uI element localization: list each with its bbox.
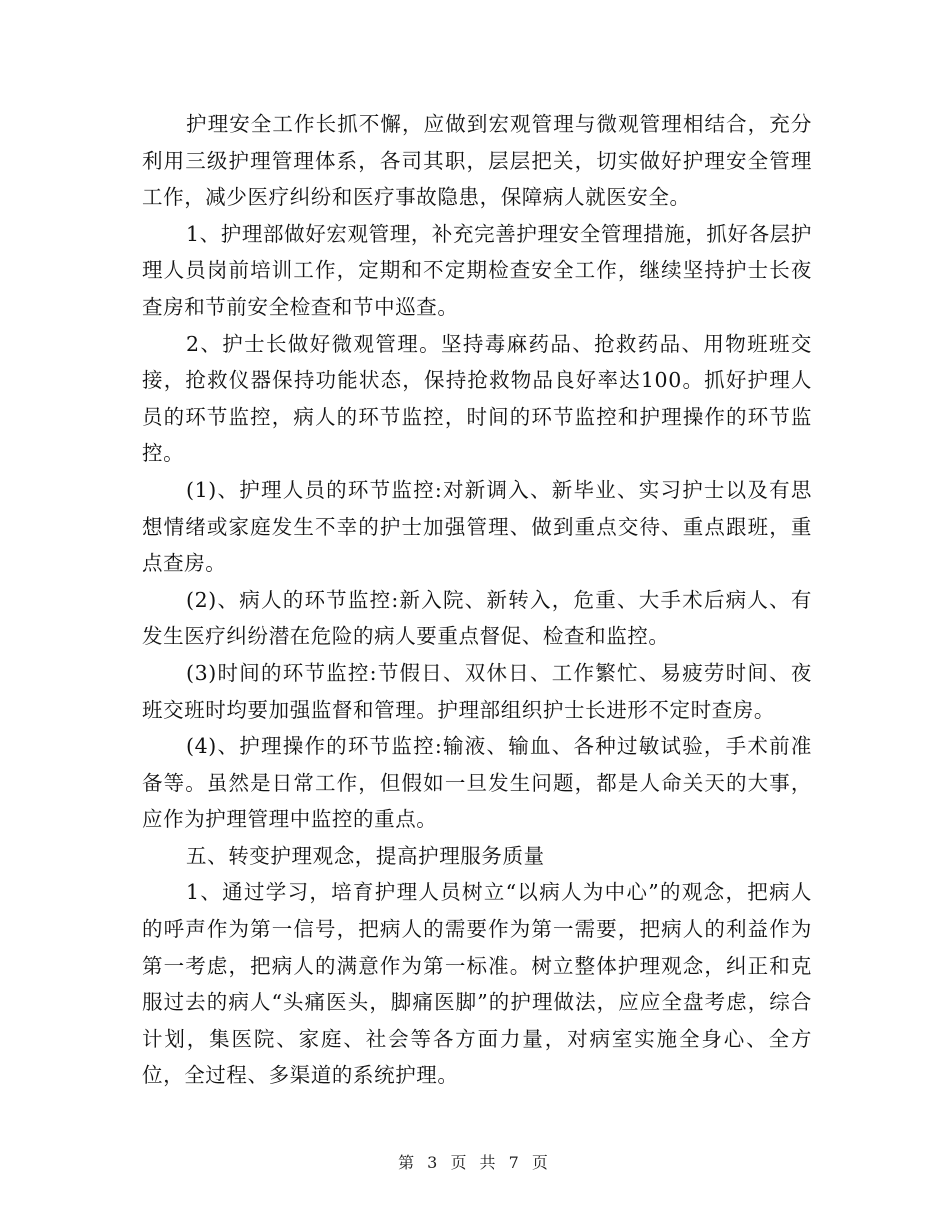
paragraph-subitem-3: (3)时间的环节监控:节假日、双休日、工作繁忙、易疲劳时间、夜班交班时均要加强监督和管理。护理部组织护士长进形不定时查房。 [142, 660, 812, 722]
paragraph-subitem-4: (4)、护理操作的环节监控:输液、输血、各种过敏试验，手术前准备等。虽然是日常工作，但假如一旦发生问题，都是人命关天的大事，应作为护理管理中监控的重点。 [142, 734, 812, 832]
paragraph-section5-item-1: 1、通过学习，培育护理人员树立“以病人为中心”的观念，把病人的呼声作为第一信号，把病人的需要作为第一需要，把病人的利益作为第一考虑，把病人的满意作为第一标准。树立整体护理观念，纠正和克服过去的病人“头痛医头，脚痛医脚”的护理做法，应应全盘考虑，综合计划，集医院、家庭、社会等各方面力量，对病室实施全身心、全方位，全过程、多渠道的系统护理。 [142, 880, 812, 1088]
footer-prefix: 第 [398, 1153, 419, 1172]
footer-total-pages: 7 [508, 1153, 523, 1172]
page-footer [0, 1150, 950, 1173]
paragraph-subitem-2: (2)、病人的环节监控:新入院、新转入，危重、大手术后病人、有发生医疗纠纷潜在危险的病人要重点督促、检查和监控。 [142, 587, 812, 649]
paragraph-item-1: 1、护理部做好宏观管理，补充完善护理安全管理措施，抓好各层护理人员岗前培训工作，定期和不定期检查安全工作，继续坚持护士长夜查房和节前安全检查和节中巡查。 [142, 221, 812, 319]
paragraph-item-2: 2、护士长做好微观管理。坚持毒麻药品、抢救药品、用物班班交接，抢救仪器保持功能状态，保持抢救物品良好率达100。抓好护理人员的环节监控，病人的环节监控，时间的环节监控和护理操作的环节监控。 [142, 331, 812, 466]
paragraph-subitem-1: (1)、护理人员的环节监控:对新调入、新毕业、实习护士以及有思想情绪或家庭发生不幸的护士加强管理、做到重点交待、重点跟班，重点查房。 [142, 477, 812, 576]
footer-suffix: 页 [531, 1153, 552, 1172]
document-body [142, 106, 812, 1094]
section-heading-5: 五、转变护理观念，提高护理服务质量 [186, 843, 545, 868]
footer-current-page: 3 [427, 1153, 442, 1172]
paragraph-intro: 护理安全工作长抓不懈，应做到宏观管理与微观管理相结合，充分利用三级护理管理体系，各司其职，层层把关，切实做好护理安全管理工作，减少医疗纠纷和医疗事故隐患，保障病人就医安全。 [142, 112, 812, 210]
footer-middle: 页 共 [450, 1153, 500, 1172]
